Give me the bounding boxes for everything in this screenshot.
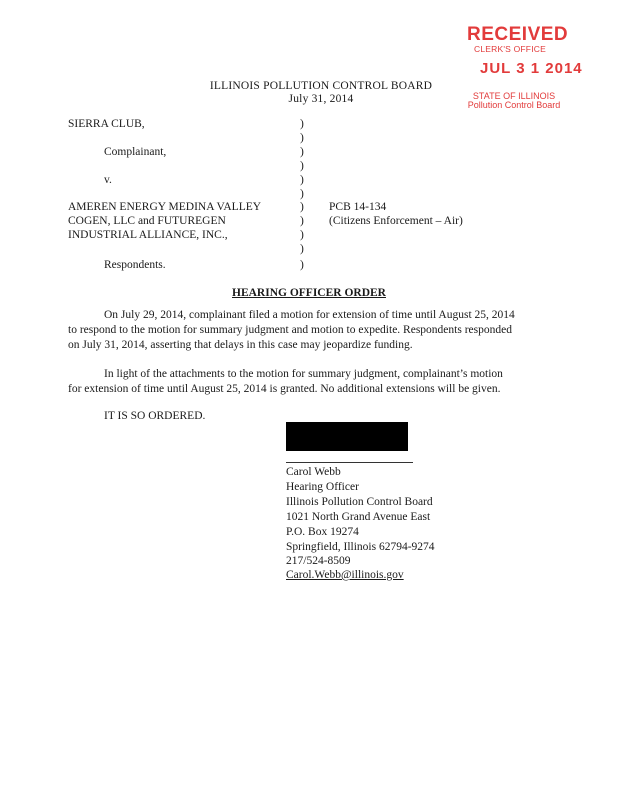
caption-paren: ) [300,118,304,130]
caption-paren: ) [300,174,304,186]
stamp-state-line2: Pollution Control Board [467,100,561,110]
redacted-signature [286,422,408,451]
board-header: ILLINOIS POLLUTION CONTROL BOARD [209,80,433,92]
caption-paren: ) [300,188,304,200]
stamp-date: JUL 3 1 2014 [480,60,583,77]
caption-paren: ) [300,146,304,158]
caption-paren: ) [300,201,304,213]
signature-line [286,462,413,463]
caption-paren: ) [300,132,304,144]
caption-paren: ) [300,215,304,227]
caption-paren: ) [300,243,304,255]
document-date: July 31, 2014 [288,93,354,105]
complainant-label: Complainant, [104,146,167,158]
signer-street: 1021 North Grand Avenue East [286,511,431,523]
signer-name: Carol Webb [286,466,341,478]
complainant-name: SIERRA CLUB, [68,118,145,130]
clerks-office-stamp: CLERK'S OFFICE [474,44,546,54]
signer-email-link[interactable]: Carol.Webb@illinois.gov [286,569,404,581]
versus: v. [104,174,112,186]
caption-paren: ) [300,229,304,241]
stamp-state-line1: STATE OF ILLINOIS [472,91,556,101]
paragraph2-line2: for extension of time until August 25, 2014 is granted. No additional extensions will be given. [68,383,501,395]
signer-org: Illinois Pollution Control Board [286,496,433,508]
signer-po-box: P.O. Box 19274 [286,526,359,538]
respondent-line2: COGEN, LLC and FUTUREGEN [68,215,226,227]
case-type: (Citizens Enforcement – Air) [329,215,463,227]
order-title [0,287,618,299]
order-title-text: HEARING OFFICER ORDER [232,287,386,299]
caption-paren: ) [300,160,304,172]
respondent-line3: INDUSTRIAL ALLIANCE, INC., [68,229,228,241]
case-number: PCB 14-134 [329,201,387,213]
caption-paren: ) [300,259,304,271]
signer-phone: 217/524-8509 [286,555,351,567]
signer-title: Hearing Officer [286,481,359,493]
respondent-line1: AMEREN ENERGY MEDINA VALLEY [68,201,262,213]
respondents-label: Respondents. [104,259,166,271]
paragraph1-line3: on July 31, 2014, asserting that delays in this case may jeopardize funding. [68,339,413,351]
paragraph1-line1: On July 29, 2014, complainant filed a motion for extension of time until August 25, 2014 [104,309,515,321]
received-stamp: RECEIVED [467,24,569,45]
paragraph2-line1: In light of the attachments to the motion for summary judgment, complainant’s motion [104,368,503,380]
signer-city: Springfield, Illinois 62794-9274 [286,541,435,553]
paragraph1-line2: to respond to the motion for summary judgment and motion to expedite. Respondents responded [68,324,512,336]
so-ordered: IT IS SO ORDERED. [104,410,206,422]
